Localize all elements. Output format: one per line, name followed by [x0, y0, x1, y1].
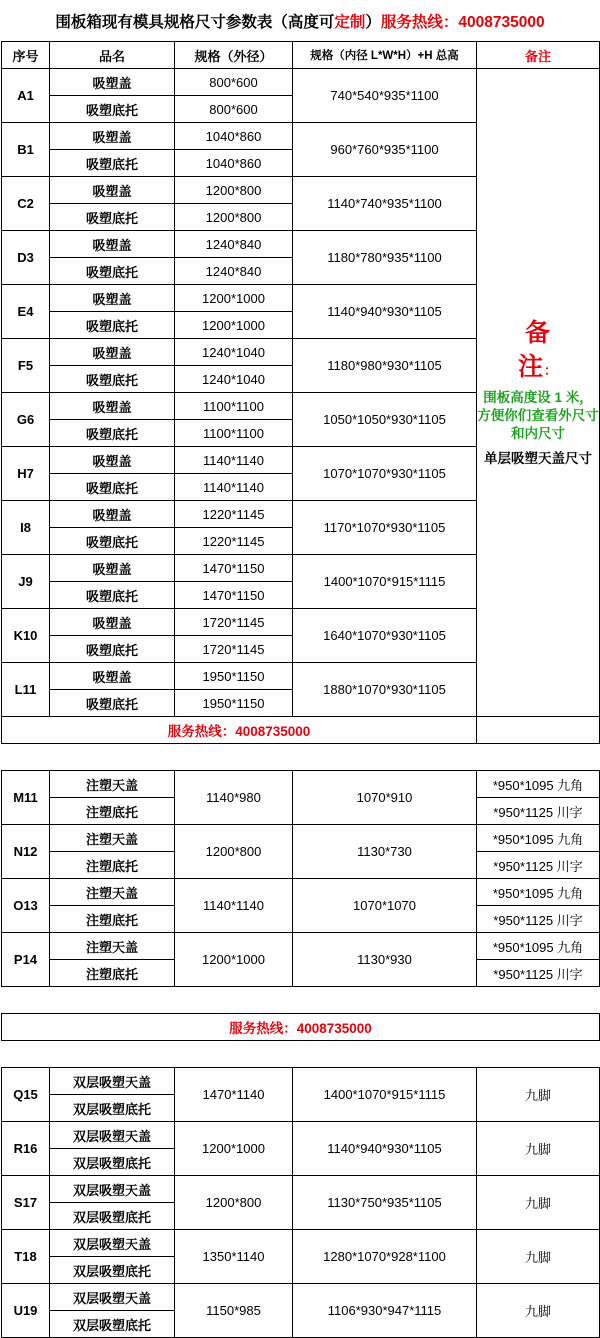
cell-product-name: 双层吸塑天盖: [50, 1068, 175, 1095]
cell-inner-spec: 1130*750*935*1105: [293, 1176, 477, 1230]
cell-index: U19: [2, 1284, 50, 1338]
cell-inner-spec: 960*760*935*1100: [293, 123, 477, 177]
cell-index: E4: [2, 285, 50, 339]
cell-product-name: 吸塑盖: [50, 69, 175, 96]
cell-index: Q15: [2, 1068, 50, 1122]
cell-extra-spec: *950*1125 川字: [477, 960, 600, 987]
cell-index: G6: [2, 393, 50, 447]
cell-product-name: 吸塑底托: [50, 582, 175, 609]
table-row: [2, 879, 600, 906]
cell-outer-spec: 800*600: [175, 69, 293, 96]
title-part2: ）: [365, 14, 381, 31]
cell-inner-spec: 1070*1070*930*1105: [293, 447, 477, 501]
cell-outer-spec: 1200*1000: [175, 312, 293, 339]
cell-product-name: 双层吸塑天盖: [50, 1122, 175, 1149]
cell-index: R16: [2, 1122, 50, 1176]
cell-index: F5: [2, 339, 50, 393]
cell-product-name: 吸塑底托: [50, 420, 175, 447]
cell-outer-spec: 1220*1145: [175, 528, 293, 555]
section-gap: [2, 987, 600, 1014]
cell-product-name: 双层吸塑底托: [50, 1095, 175, 1122]
cell-index: M11: [2, 771, 50, 825]
cell-index: I8: [2, 501, 50, 555]
cell-extra-spec: *950*1125 川字: [477, 798, 600, 825]
cell-outer-spec: 1950*1150: [175, 690, 293, 717]
cell-product-name: 注塑底托: [50, 852, 175, 879]
cell-product-name: 双层吸塑底托: [50, 1203, 175, 1230]
cell-remark: 九脚: [477, 1176, 600, 1230]
cell-product-name: 吸塑底托: [50, 150, 175, 177]
cell-inner-spec: 1180*980*930*1105: [293, 339, 477, 393]
cell-index: C2: [2, 177, 50, 231]
cell-product-name: 吸塑底托: [50, 528, 175, 555]
cell-outer-spec: 1240*840: [175, 231, 293, 258]
cell-inner-spec: 740*540*935*1100: [293, 69, 477, 123]
cell-inner-spec: 1050*1050*930*1105: [293, 393, 477, 447]
cell-extra-spec: *950*1095 九角: [477, 771, 600, 798]
cell-product-name: 吸塑底托: [50, 690, 175, 717]
cell-outer-spec: 1220*1145: [175, 501, 293, 528]
cell-inner-spec: 1170*1070*930*1105: [293, 501, 477, 555]
cell-outer-spec: 1040*860: [175, 150, 293, 177]
cell-index: N12: [2, 825, 50, 879]
cell-product-name: 吸塑盖: [50, 285, 175, 312]
cell-inner-spec: 1180*780*935*1100: [293, 231, 477, 285]
cell-outer-spec: 1140*1140: [175, 474, 293, 501]
cell-outer-spec: 1240*1040: [175, 339, 293, 366]
cell-product-name: 注塑底托: [50, 798, 175, 825]
header-spec-outer: 规格（外径）: [175, 42, 293, 69]
remark-title: 备: [524, 318, 551, 347]
cell-product-name: 吸塑盖: [50, 447, 175, 474]
title-hotline: 服务热线：4008735000: [380, 14, 545, 31]
cell-outer-spec: 1200*1000: [175, 1122, 293, 1176]
cell-inner-spec: 1280*1070*928*1100: [293, 1230, 477, 1284]
cell-remark: 九脚: [477, 1068, 600, 1122]
header-spec-inner: 规格（内径 L*W*H）+H 总高: [293, 42, 477, 69]
cell-product-name: 吸塑盖: [50, 177, 175, 204]
cell-product-name: 吸塑盖: [50, 339, 175, 366]
table-row: [2, 825, 600, 852]
cell-index: D3: [2, 231, 50, 285]
hotline-row: [2, 717, 600, 744]
cell-outer-spec: 1240*1040: [175, 366, 293, 393]
cell-index: L11: [2, 663, 50, 717]
cell-outer-spec: 1200*1000: [175, 933, 293, 987]
hotline-row: [2, 1014, 600, 1041]
cell-product-name: 吸塑底托: [50, 474, 175, 501]
table-row: [2, 1176, 600, 1203]
cell-product-name: 吸塑盖: [50, 393, 175, 420]
cell-product-name: 吸塑盖: [50, 231, 175, 258]
cell-outer-spec: 1040*860: [175, 123, 293, 150]
cell-index: P14: [2, 933, 50, 987]
cell-product-name: 吸塑盖: [50, 501, 175, 528]
table-row: [2, 771, 600, 798]
cell-index: O13: [2, 879, 50, 933]
cell-inner-spec: 1140*940*930*1105: [293, 285, 477, 339]
title-part1: 围板箱现有模具规格尺寸参数表（高度可: [55, 14, 335, 31]
cell-inner-spec: 1106*930*947*1115: [293, 1284, 477, 1338]
cell-index: S17: [2, 1176, 50, 1230]
title-red1: 定制: [334, 14, 366, 31]
remark-black-text: 单层吸塑天盖尺寸: [484, 451, 592, 467]
header-remark: 备注: [477, 42, 600, 69]
cell-outer-spec: 800*600: [175, 96, 293, 123]
section-gap-cell: [2, 744, 600, 771]
cell-product-name: 吸塑盖: [50, 555, 175, 582]
cell-inner-spec: 1880*1070*930*1105: [293, 663, 477, 717]
section-gap: [2, 744, 600, 771]
cell-extra-spec: *950*1125 川字: [477, 852, 600, 879]
table-row: [2, 1230, 600, 1257]
cell-outer-spec: 1950*1150: [175, 663, 293, 690]
cell-outer-spec: 1100*1100: [175, 393, 293, 420]
cell-product-name: 吸塑盖: [50, 663, 175, 690]
cell-outer-spec: 1720*1145: [175, 636, 293, 663]
cell-inner-spec: 1400*1070*915*1115: [293, 555, 477, 609]
cell-outer-spec: 1140*1140: [175, 447, 293, 474]
cell-inner-spec: 1640*1070*930*1105: [293, 609, 477, 663]
cell-outer-spec: 1200*800: [175, 177, 293, 204]
cell-product-name: 吸塑盖: [50, 609, 175, 636]
cell-extra-spec: *950*1095 九角: [477, 879, 600, 906]
cell-remark: 九脚: [477, 1284, 600, 1338]
cell-product-name: 吸塑底托: [50, 96, 175, 123]
cell-outer-spec: 1240*840: [175, 258, 293, 285]
header-name: 品名: [50, 42, 175, 69]
cell-product-name: 吸塑底托: [50, 366, 175, 393]
cell-outer-spec: 1140*1140: [175, 879, 293, 933]
table-row: [2, 933, 600, 960]
cell-extra-spec: *950*1125 川字: [477, 906, 600, 933]
cell-outer-spec: 1200*800: [175, 204, 293, 231]
section-gap-cell: [2, 1041, 600, 1068]
cell-index: T18: [2, 1230, 50, 1284]
cell-outer-spec: 1200*800: [175, 825, 293, 879]
cell-remark: 九脚: [477, 1122, 600, 1176]
cell-index: B1: [2, 123, 50, 177]
cell-extra-spec: *950*1095 九角: [477, 825, 600, 852]
cell-product-name: 双层吸塑底托: [50, 1257, 175, 1284]
cell-product-name: 注塑底托: [50, 960, 175, 987]
cell-product-name: 双层吸塑天盖: [50, 1230, 175, 1257]
table-body: [2, 42, 600, 1338]
cell-inner-spec: 1070*1070: [293, 879, 477, 933]
cell-outer-spec: 1470*1140: [175, 1068, 293, 1122]
cell-inner-spec: 1140*740*935*1100: [293, 177, 477, 231]
hotline-text: 服务热线：4008735000: [2, 1014, 600, 1041]
cell-product-name: 吸塑盖: [50, 123, 175, 150]
cell-outer-spec: 1350*1140: [175, 1230, 293, 1284]
table-header-row: [2, 42, 600, 69]
cell-product-name: 双层吸塑天盖: [50, 1176, 175, 1203]
table-row: [2, 1122, 600, 1149]
cell-outer-spec: 1140*980: [175, 771, 293, 825]
cell-inner-spec: 1130*930: [293, 933, 477, 987]
cell-product-name: 双层吸塑底托: [50, 1311, 175, 1338]
cell-product-name: 注塑天盖: [50, 933, 175, 960]
table-row: [2, 1284, 600, 1311]
cell-index: H7: [2, 447, 50, 501]
cell-product-name: 注塑天盖: [50, 879, 175, 906]
header-index: 序号: [2, 42, 50, 69]
cell-inner-spec: 1140*940*930*1105: [293, 1122, 477, 1176]
cell-product-name: 注塑底托: [50, 906, 175, 933]
section-gap-cell: [2, 987, 600, 1014]
remark-cell: [477, 69, 600, 717]
cell-index: K10: [2, 609, 50, 663]
cell-index: J9: [2, 555, 50, 609]
cell-inner-spec: 1070*910: [293, 771, 477, 825]
cell-outer-spec: 1150*985: [175, 1284, 293, 1338]
cell-remark: 九脚: [477, 1230, 600, 1284]
cell-outer-spec: 1470*1150: [175, 582, 293, 609]
section-gap: [2, 1041, 600, 1068]
cell-product-name: 注塑天盖: [50, 771, 175, 798]
cell-product-name: 吸塑底托: [50, 636, 175, 663]
cell-outer-spec: 1470*1150: [175, 555, 293, 582]
cell-outer-spec: 1100*1100: [175, 420, 293, 447]
page-title: [0, 0, 600, 41]
cell-product-name: 注塑天盖: [50, 825, 175, 852]
hotline-text: 服务热线：4008735000: [2, 717, 477, 744]
cell-product-name: 双层吸塑天盖: [50, 1284, 175, 1311]
spec-table: [1, 41, 600, 1338]
cell-outer-spec: 1720*1145: [175, 609, 293, 636]
cell-inner-spec: 1400*1070*915*1115: [293, 1068, 477, 1122]
cell-product-name: 双层吸塑底托: [50, 1149, 175, 1176]
cell-product-name: 吸塑底托: [50, 258, 175, 285]
cell-outer-spec: 1200*800: [175, 1176, 293, 1230]
remark-title-2: 注：: [517, 352, 559, 381]
cell-product-name: 吸塑底托: [50, 312, 175, 339]
table-row: [2, 1068, 600, 1095]
hotline-remark-spacer: [477, 717, 600, 744]
cell-outer-spec: 1200*1000: [175, 285, 293, 312]
table-row: [2, 69, 600, 96]
cell-product-name: 吸塑底托: [50, 204, 175, 231]
remark-green-text: 围板高度设 1 米，方便你们查看外尺寸和内尺寸: [477, 389, 599, 441]
cell-inner-spec: 1130*730: [293, 825, 477, 879]
cell-extra-spec: *950*1095 九角: [477, 933, 600, 960]
cell-index: A1: [2, 69, 50, 123]
